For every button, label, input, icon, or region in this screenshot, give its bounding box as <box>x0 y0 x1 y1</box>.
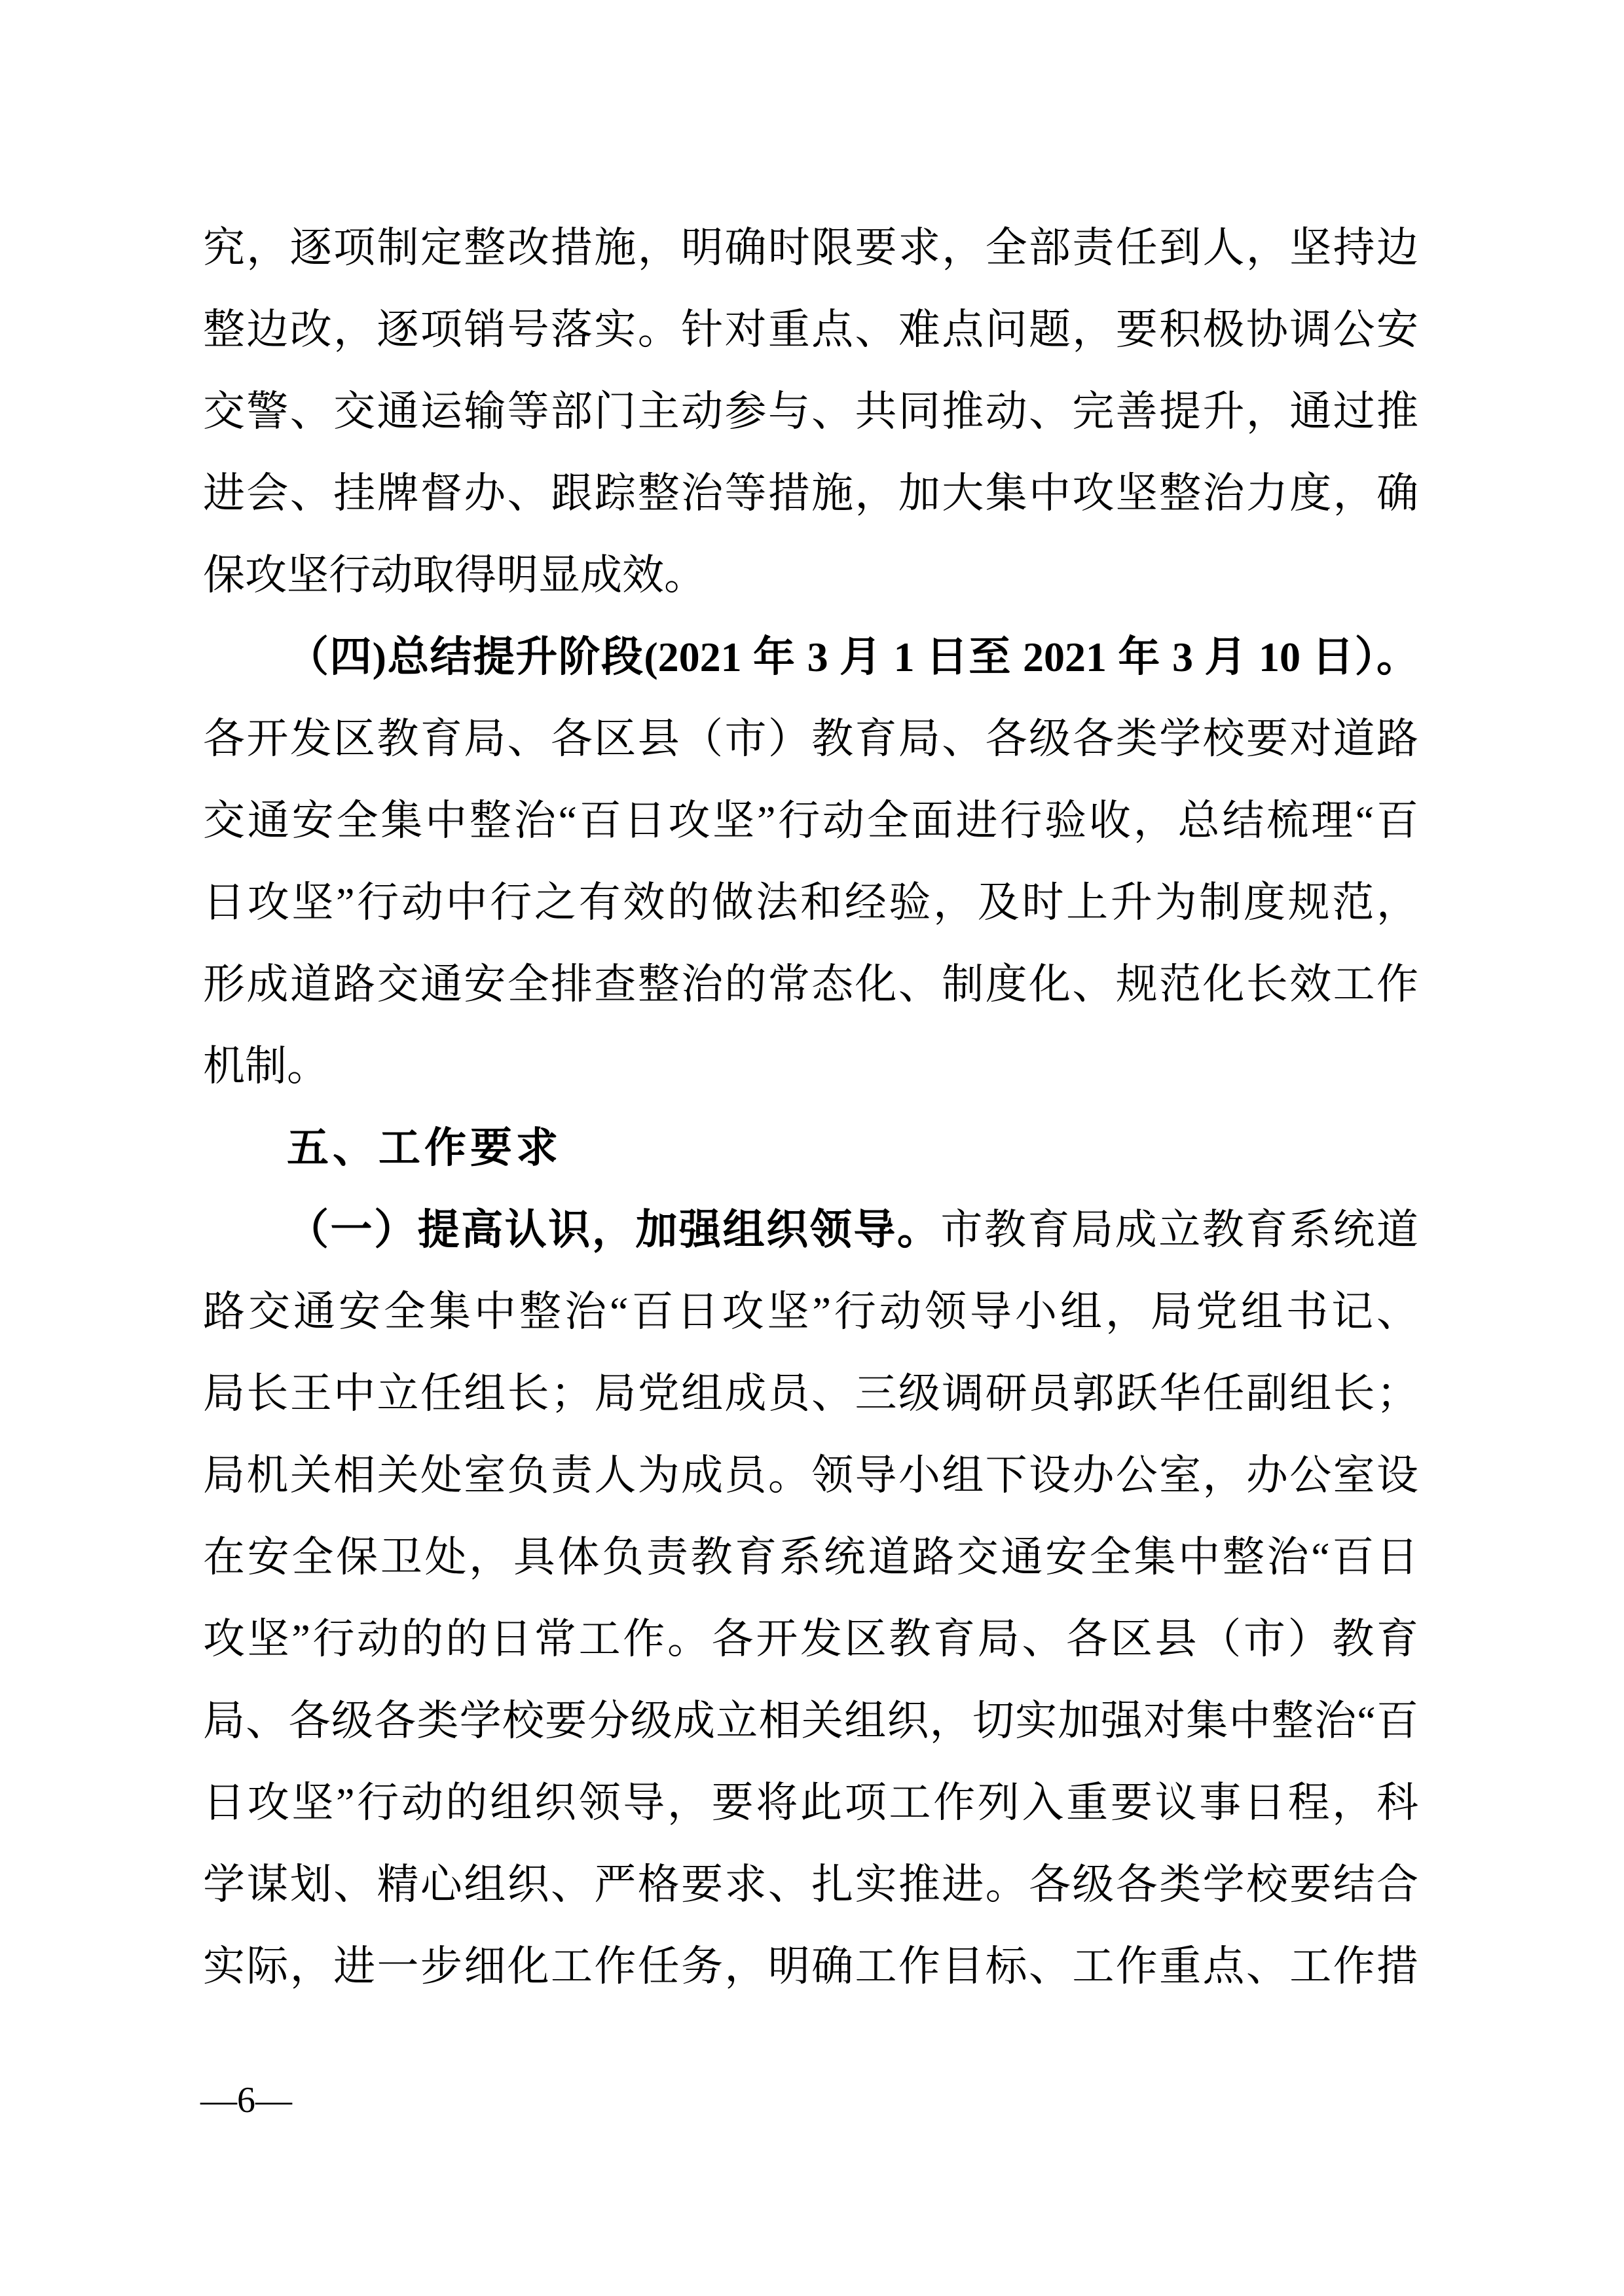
text-line-3 <box>203 371 1418 452</box>
text-segment: 实际，进一步细化工作任务，明确工作目标、工作重点、工作措 <box>203 1943 1418 1990</box>
text-segment: 日攻坚”行动中行之有效的做法和经验，及时上升为制度规范， <box>203 879 1418 926</box>
text-line-20 <box>203 1762 1418 1844</box>
text-line-21 <box>203 1844 1418 1925</box>
text-line-7 <box>203 698 1418 780</box>
text-line-15 <box>203 1353 1418 1434</box>
text-segment: 交警、交通运输等部门主动参与、共同推动、完善提升，通过推 <box>203 388 1418 435</box>
text-segment: 形成道路交通安全排查整治的常态化、制度化、规范化长效工作 <box>203 961 1418 1008</box>
text-segment: 路交通安全集中整治“百日攻坚”行动领导小组，局党组书记、 <box>203 1288 1418 1335</box>
text-line-14 <box>203 1271 1418 1353</box>
text-segment: 市教育局成立教育系统道 <box>940 1207 1419 1253</box>
text-segment: 机制。 <box>203 1043 329 1089</box>
text-segment: 保攻坚行动取得明显成效。 <box>203 552 706 598</box>
text-line-8 <box>203 780 1418 862</box>
paragraph-lead: （一）提高认识，加强组织领导。 <box>287 1207 941 1253</box>
text-line-6 <box>203 616 1418 698</box>
text-line-5 <box>203 534 1418 616</box>
text-line-10 <box>203 943 1418 1025</box>
text-segment: 在安全保卫处，具体负责教育系统道路交通安全集中整治“百日 <box>203 1534 1418 1580</box>
text-line-13 <box>203 1189 1418 1271</box>
text-line-4 <box>203 452 1418 534</box>
text-segment: 学谋划、精心组织、严格要求、扎实推进。各级各类学校要结合 <box>203 1861 1418 1908</box>
text-segment: 攻坚”行动的的日常工作。各开发区教育局、各区县（市）教育 <box>203 1616 1418 1662</box>
text-segment: 局、各级各类学校要分级成立相关组织，切实加强对集中整治“百 <box>203 1698 1418 1744</box>
text-segment: 局长王中立任组长；局党组成员、三级调研员郭跃华任副组长； <box>203 1370 1418 1417</box>
text-segment: 局机关相关处室负责人为成员。领导小组下设办公室，办公室设 <box>203 1452 1418 1499</box>
page-number: —6— <box>200 2080 292 2121</box>
text-line-16 <box>203 1434 1418 1516</box>
section-heading: 五、工作要求 <box>287 1124 562 1171</box>
text-line-22 <box>203 1925 1418 2007</box>
text-line-9 <box>203 862 1418 943</box>
paragraph-lead: （四)总结提升阶段(2021 年 3 月 1 日至 2021 年 3 月 10 日）。 <box>287 634 1418 680</box>
text-line-12 <box>203 1107 1418 1189</box>
text-segment: 交通安全集中整治“百日攻坚”行动全面进行验收，总结梳理“百 <box>203 797 1418 844</box>
text-line-17 <box>203 1516 1418 1598</box>
text-segment: 日攻坚”行动的组织领导，要将此项工作列入重要议事日程，科 <box>203 1779 1418 1826</box>
text-segment: 究，逐项制定整改措施，明确时限要求，全部责任到人，坚持边 <box>203 225 1418 271</box>
text-segment: 各开发区教育局、各区县（市）教育局、各级各类学校要对道路 <box>203 716 1418 762</box>
text-line-18 <box>203 1598 1418 1680</box>
text-line-19 <box>203 1680 1418 1762</box>
text-segment: 整边改，逐项销号落实。针对重点、难点问题，要积极协调公安 <box>203 306 1418 353</box>
text-line-1 <box>203 207 1418 289</box>
text-segment: 进会、挂牌督办、跟踪整治等措施，加大集中攻坚整治力度，确 <box>203 470 1418 517</box>
body-text <box>203 207 1418 2007</box>
text-line-2 <box>203 289 1418 371</box>
text-line-11 <box>203 1025 1418 1107</box>
